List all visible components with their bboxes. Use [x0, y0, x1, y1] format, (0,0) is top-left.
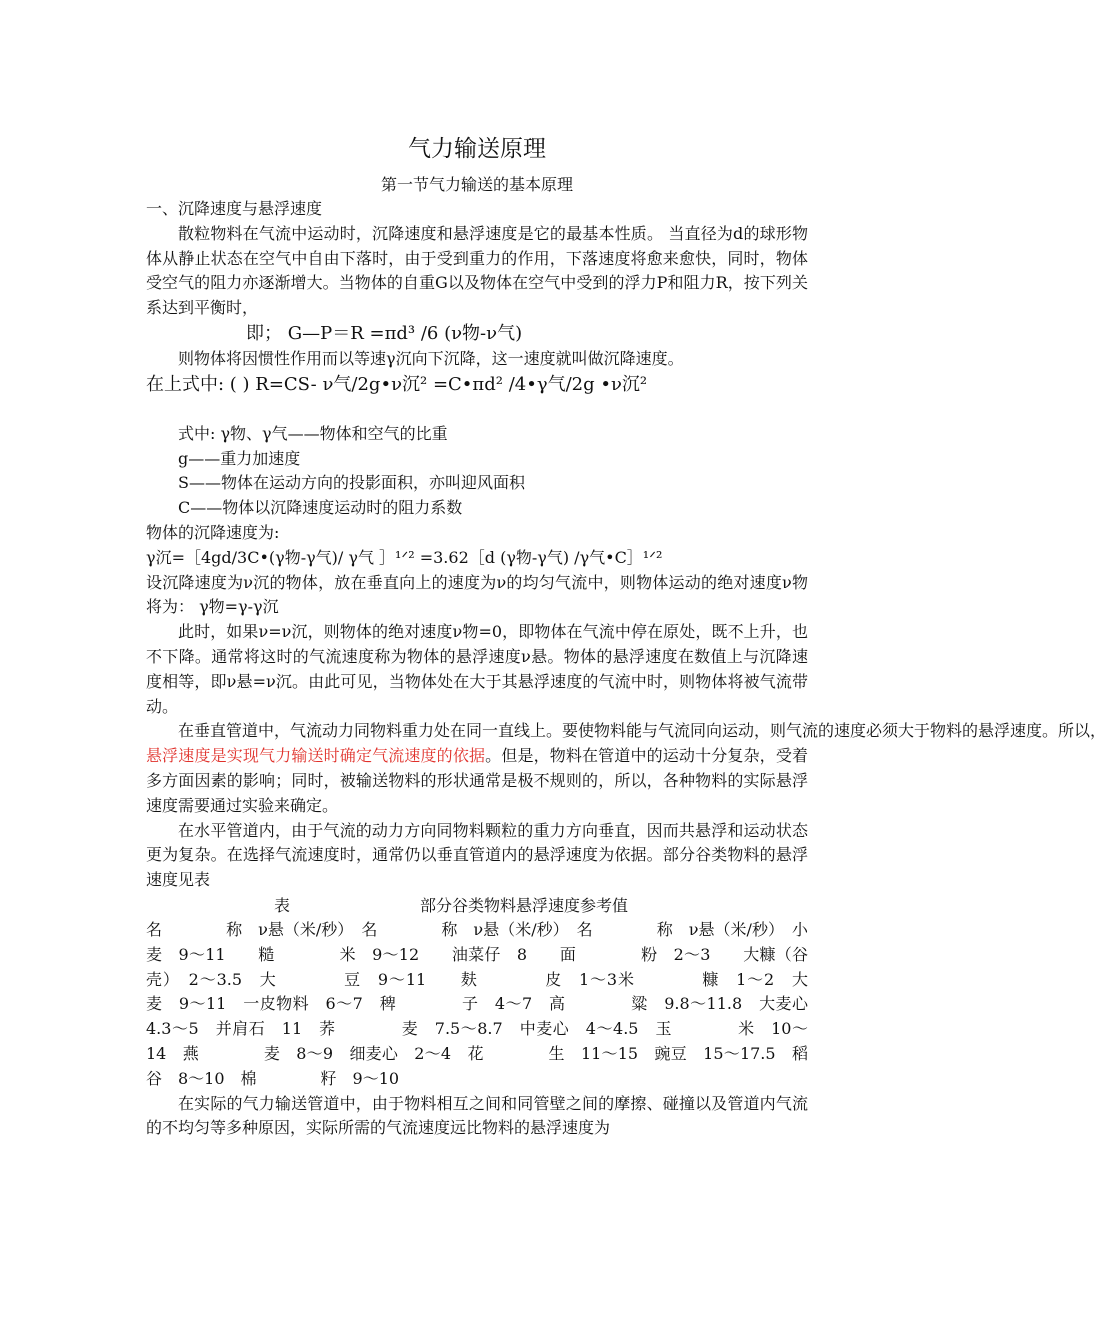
table-caption [146, 893, 808, 918]
document-page [146, 132, 1106, 1141]
highlighted-text: 悬浮速度是实现气力输送时确定气流速度的依据 [146, 746, 486, 766]
paragraph-intro: 散粒物料在气流中运动时，沉降速度和悬浮速度是它的最基本性质。 当直径为d的球形物体从静止状态在空气中自由下落时，由于受到重力的作用，下落速度将愈来愈快，同时，物体受空气的阻力亦逐渐增大。当物体的自重G以及物体在空气中受到的浮力P和阻力R，按下列关系达到平衡时， [146, 223, 808, 318]
vertical-pipe-text-before: 在垂直管道中，气流动力同物料重力处在同一直线上。要使物料能与气流同向运动，则气流的速度必须大于物料的悬浮速度。所以， [178, 721, 1106, 741]
formula-resistance: 在上式中: ( ) R=CS- ν气/2g•ν沉² =C•πd² /4•γ气/2g •ν沉² [146, 373, 648, 395]
formula-balance: 即； G—P＝R =πd³ /6 (ν物-ν气) [246, 322, 523, 344]
table-title: 部分谷类物料悬浮速度参考值 [420, 895, 629, 915]
paragraph-settling-definition: 则物体将因惯性作用而以等速γ沉向下沉降，这一速度就叫做沉降速度。 [178, 348, 684, 368]
settling-velocity-label: 物体的沉降速度为: [146, 522, 280, 542]
section-title: 第一节气力输送的基本原理 [380, 175, 573, 194]
paragraph-absolute-velocity: 设沉降速度为ν沉的物体，放在垂直向上的速度为ν的均匀气流中，则物体运动的绝对速度ν物将为： γ物=γ-γ沉 [146, 572, 808, 617]
paragraph-actual-velocity: 在实际的气力输送管道中，由于物料相互之间和同管壁之间的摩擦、碰撞以及管道内气流的不均匀等多种原因，实际所需的气流速度远比物料的悬浮速度为 [146, 1093, 808, 1138]
heading-settling-suspension: 一、沉降速度与悬浮速度 [146, 199, 323, 218]
paragraph-vertical-pipe [146, 719, 1106, 818]
spacer [146, 398, 808, 422]
table-content: 名 称 ν悬（米/秒） 名 称 ν悬（米/秒） 名 称 ν悬（米/秒） 小 麦 9～11 糙 米 9～12 油菜仔 8 面 粉 2～3 大糠（谷壳） 2～3.5 大 豆 9～11 麸 皮 1～3米 糠 1～2 大 麦 9～11 一皮物料 6～7 稗 子 4～7 高 粱 9.8～11.8 大麦心 4.3～5 并肩石 11 荞 麦 7.5～8.7 中麦心 4～4.5 玉 米 10～14 燕 麦 8～9 细麦心 2～4 花 生 11～15 豌豆 15～17.5 稻 谷 8～10 棉 籽 9～10 [146, 919, 873, 1088]
definition-specific-gravity: 式中: γ物、γ气——物体和空气的比重 [178, 423, 448, 443]
definition-drag-coefficient: C——物体以沉降速度运动时的阻力系数 [178, 498, 463, 518]
paragraph-horizontal-pipe: 在水平管道内，由于气流的动力方向同物料颗粒的重力方向垂直，因而共悬浮和运动状态更为复杂。在选择气流速度时，通常仍以垂直管道内的悬浮速度为依据。部分谷类物料的悬浮速度见表 [146, 820, 808, 890]
document-title: 气力输送原理 [408, 136, 546, 162]
vertical-pipe-text-after: 。但是，物料在管道中的运动十分复杂，受着多方面因素的影响；同时，被输送物料的形状通常是极不规则的，所以，各种物料的实际悬浮速度需要通过实验来确定。 [146, 746, 808, 815]
formula-settling-velocity: γ沉=［4gd/3C•(γ物-γ气)/ γ气 ］¹ᐟ² =3.62［d (γ物-γ气) /γ气•C］¹ᐟ² [146, 547, 663, 567]
definition-area: S——物体在运动方向的投影面积，亦叫迎风面积 [178, 473, 525, 493]
definition-gravity: g——重力加速度 [178, 448, 301, 468]
paragraph-suspension-velocity: 此时，如果ν=ν沉，则物体的绝对速度ν物=0，即物体在气流中停在原处，既不上升，也不下降。通常将这时的气流速度称为物体的悬浮速度ν悬。物体的悬浮速度在数值上与沉降速度相等，即ν悬=ν沉。由此可见，当物体处在大于其悬浮速度的气流中时，则物体将被气流带动。 [146, 622, 808, 716]
table-label: 表 [274, 895, 291, 915]
